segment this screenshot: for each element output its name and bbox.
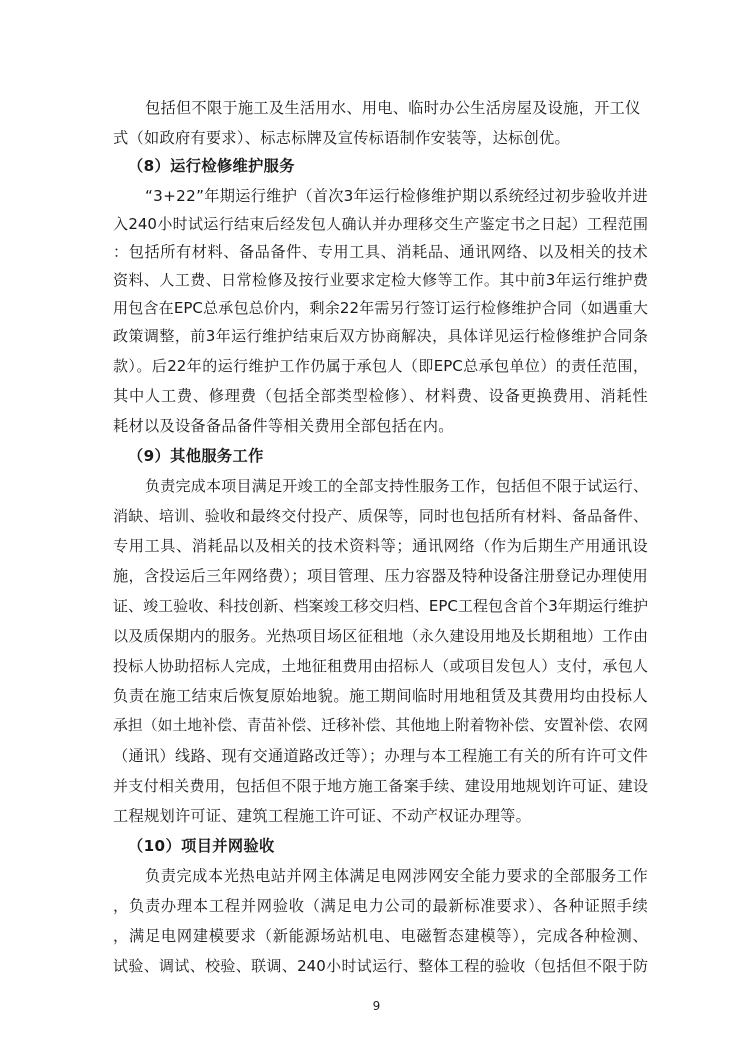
paragraph-line: 用包含在EPC总承包总价内，剩余22年需另行签订运行检修维护合同（如遇重大 [113,299,648,317]
paragraph-line: 款）。后22年的运行维护工作仍属于承包人（即EPC总承包单位）的责任范围， [113,357,648,375]
paragraph-line: 资料、人工费、日常检修及按行业要求定检大修等工作。其中前3年运行维护费 [113,271,648,289]
paragraph-line: ，负责办理本工程并网验收（满足电力公司的最新标准要求）、各种证照手续 [113,897,648,915]
paragraph-line: 以及质保期内的服务。光热项目场区征租地（永久建设用地及长期租地）工作由 [113,627,648,645]
paragraph-line: （通讯）线路、现有交通道路改迁等）；办理与本工程施工有关的所有许可文件 [113,747,648,765]
paragraph-line: ，满足电网建模要求（新能源场站机电、电磁暂态建模等），完成各种检测、 [113,927,648,945]
paragraph-line: 并支付相关费用，包括但不限于地方施工备案手续、建设用地规划许可证、建设 [113,777,648,795]
paragraph-line: 工程规划许可证、建筑工程施工许可证、不动产权证办理等。 [113,807,532,825]
paragraph-line: 负责在施工结束后恢复原始地貌。施工期间临时用地租赁及其费用均由投标人 [113,687,648,705]
paragraph-line: 其中人工费、修理费（包括全部类型检修）、材料费、设备更换费用、消耗性 [113,387,648,405]
page-number: 9 [372,999,381,1013]
paragraph-line: 专用工具、消耗品以及相关的技术资料等；通讯网络（作为后期生产用通讯设 [113,537,648,555]
paragraph-line: 政策调整，前3年运行维护结束后双方协商解决，具体详见运行检修维护合同条 [113,327,648,345]
paragraph-line: 证、竣工验收、科技创新、档案竣工移交归档、EPC工程包含首个3年期运行维护 [113,597,648,615]
paragraph-line: 耗材以及设备备品备件等相关费用全部包括在内。 [113,417,454,435]
paragraph-line: 试验、调试、校验、联调、240小时试运行、整体工程的验收（包括但不限于防 [113,957,648,975]
paragraph-line: 承担（如土地补偿、青苗补偿、迁移补偿、其他地上附着物补偿、安置补偿、农网 [113,717,648,734]
paragraph-line: 负责完成本项目满足开竣工的全部支持性服务工作，包括但不限于试运行、 [145,477,648,495]
section-heading-9: （9）其他服务工作 [128,447,264,465]
paragraph-line: 消缺、培训、验收和最终交付投产、质保等，同时也包括所有材料、备品备件、 [113,507,648,525]
paragraph-line: 负责完成本光热电站并网主体满足电网涉网安全能力要求的全部服务工作 [145,867,648,885]
section-heading-8: （8）运行检修维护服务 [128,157,295,175]
section-heading-10: （10）项目并网验收 [128,837,275,855]
paragraph-line: 式（如政府有要求）、标志标牌及宣传标语制作安装等，达标创优。 [113,129,571,147]
paragraph-line: 包括但不限于施工及生活用水、用电、临时办公生活房屋及设施，开工仪 [145,99,641,117]
paragraph-line: “3+22”年期运行维护（首次3年运行检修维护期以系统经过初步验收并进 [145,187,648,205]
paragraph-line: 施，含投运后三年网络费）；项目管理、压力容器及特种设备注册登记办理使用 [113,567,648,585]
paragraph-line: 入240小时试运行结束后经发包人确认并办理移交生产鉴定书之日起）工程范围 [113,215,648,233]
paragraph-line: ：包括所有材料、备品备件、专用工具、消耗品、通讯网络、以及相关的技术 [113,243,648,261]
paragraph-line: 投标人协助招标人完成，土地征租费用由招标人（或项目发包人）支付，承包人 [113,657,648,675]
